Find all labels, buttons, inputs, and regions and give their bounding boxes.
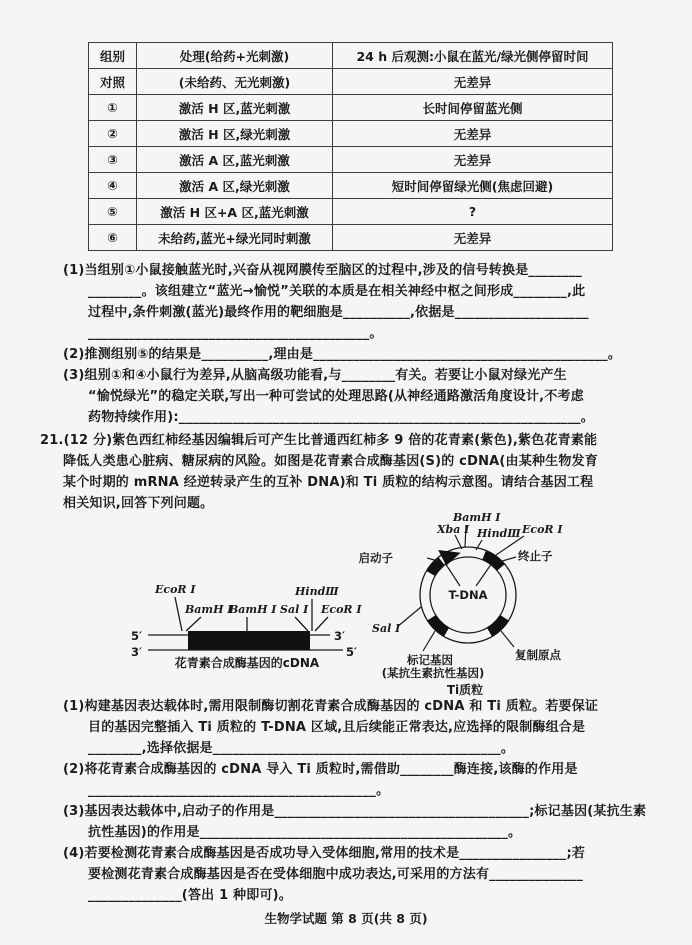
plasmid-site-ecor1-label: EcoR I (522, 523, 563, 536)
table-cell: 激活 A 区,蓝光刺激 (137, 147, 333, 173)
marker-gene-note: (某抗生素抗性基因) (381, 666, 485, 680)
header-observation: 24 h 后观测:小鼠在蓝光/绿光侧停留时间 (333, 43, 613, 69)
question-line: (3)组别①和④小鼠行为差异,从脑高级功能看,与________有关。若要让小鼠对绿光产生 (63, 368, 567, 383)
terminator-segment (484, 555, 501, 567)
table-cell: 激活 H 区,蓝光刺激 (137, 95, 333, 121)
promoter-arc (431, 561, 442, 573)
connector (295, 617, 308, 631)
table-cell: ④ (89, 173, 137, 199)
table-cell: ? (333, 199, 613, 225)
header-group: 组别 (89, 43, 137, 69)
terminator-label: 终止子 (518, 549, 553, 563)
question-line: 降低人类患心脏病、糖尿病的风险。如图是花青素合成酶基因(S)的 cDNA(由某种生物发育 (63, 454, 598, 469)
question-line: 21.(12 分)紫色西红柿经基因编辑后可产生比普通西红柿多 9 倍的花青素(紫色),紫色花青素能 (40, 433, 598, 448)
gene-engineering-figure (125, 500, 655, 698)
origin-label: 复制原点 (515, 648, 561, 662)
table-cell: ① (89, 95, 137, 121)
table-row (89, 121, 613, 147)
header-treatment: 处理(给药+光刺激) (137, 43, 333, 69)
question-line: (1)构建基因表达载体时,需用限制酶切割花青素合成酶基因的 cDNA 和 Ti 质粒。若要保证 (63, 699, 599, 714)
question-line: __________________________________________。 (88, 326, 383, 341)
plasmid-site-bamh1-label: BamH I (453, 511, 501, 524)
table-row (89, 173, 613, 199)
connector (186, 617, 201, 631)
table-cell: 激活 A 区,绿光刺激 (137, 173, 333, 199)
table-cell: 激活 H 区,绿光刺激 (137, 121, 333, 147)
question-line: (2)将花青素合成酶基因的 cDNA 导入 Ti 质粒时,需借助________酶连接,该酶的作用是 (63, 762, 578, 777)
cdna-site-bamh1-a-label: BamH I (185, 603, 233, 616)
table-cell: ③ (89, 147, 137, 173)
table-header-row (89, 43, 613, 69)
question-line: 要检测花青素合成酶基因是否在受体细胞中成功表达,可采用的方法有______________ (88, 867, 583, 882)
marker-gene-label: 标记基因 (407, 653, 453, 667)
table-cell: 激活 H 区+A 区,蓝光刺激 (137, 199, 333, 225)
table-cell: (未给药、无光刺激) (137, 69, 333, 95)
table-cell: 无差异 (333, 121, 613, 147)
page-footer: 生物学试题 第 8 页(共 8 页) (264, 911, 428, 926)
table-cell: 无差异 (333, 225, 613, 251)
question-line: 抗性基因)的作用是______________________________________________。 (88, 825, 522, 840)
table-cell: 无差异 (333, 69, 613, 95)
question-line: 相关知识,回答下列问题。 (63, 496, 214, 511)
question-line: 目的基因完整插入 Ti 质粒的 T-DNA 区域,且后续能正常表达,应选择的限制酶组合是 (88, 720, 586, 735)
connector (315, 617, 328, 631)
question-line: ______________(答出 1 种即可)。 (88, 888, 292, 903)
question-20-subquestions (40, 260, 680, 428)
plasmid-site-xba1-label: Xba I (437, 523, 470, 536)
question-line: ________。该组建立“蓝光→愉悦”关联的本质是在相关神经中枢之间形成________,此 (88, 284, 586, 299)
question-line: 某个时期的 mRNA 经逆转录产生的互补 DNA)和 Ti 质粒的结构示意图。请结合基因工程 (63, 475, 594, 490)
cdna-site-hind3-label: HindⅢ (295, 585, 339, 598)
cdna-site-sal1-label: Sal I (280, 603, 309, 616)
table-cell: 无差异 (333, 147, 613, 173)
table-cell: ⑤ (89, 199, 137, 225)
question-21-parts (40, 696, 680, 906)
cdna-site-ecor1-left-label: EcoR I (155, 583, 196, 596)
cdna-end-5-left: 5′ (131, 629, 143, 643)
observation-table (88, 42, 613, 251)
promoter-label: 启动子 (358, 551, 393, 565)
table-row (89, 225, 613, 251)
cdna-site-ecor1-right-label: EcoR I (321, 603, 362, 616)
connector (175, 597, 182, 631)
question-line: (4)若要检测花青素合成酶基因是否成功导入受体细胞,常用的技术是________________;若 (63, 846, 586, 861)
cdna-site-bamh1-b-label: BamH I (229, 603, 277, 616)
tdna-center-label: T-DNA (448, 588, 488, 602)
question-line: “愉悦绿光”的稳定关联,写出一种可尝试的处理思路(从神经通路激活角度设计,不考虑 (88, 389, 584, 404)
cdna-caption: 花青素合成酶基因的cDNA (174, 656, 320, 670)
table-cell: ⑥ (89, 225, 137, 251)
question-line: ___________________________________________。 (88, 783, 390, 798)
cdna-end-3-right: 3′ (334, 629, 346, 643)
table-cell: 短时间停留绿光侧(焦虑回避) (333, 173, 613, 199)
table-cell: 对照 (89, 69, 137, 95)
table-row (89, 95, 613, 121)
table-cell: ② (89, 121, 137, 147)
table-row (89, 199, 613, 225)
question-line: 过程中,条件刺激(蓝光)最终作用的靶细胞是__________,依据是____________________ (88, 305, 589, 320)
plasmid-site-hind3-label: HindⅢ (477, 527, 521, 540)
cdna-end-5-right: 5′ (346, 645, 358, 659)
figure-svg (125, 500, 655, 698)
plasmid-caption: Ti质粒 (446, 683, 484, 697)
table-row (89, 69, 613, 95)
table-cell: 长时间停留蓝光侧 (333, 95, 613, 121)
plasmid-site-sal1-label: Sal I (372, 622, 401, 635)
origin-segment (490, 618, 505, 632)
cdna-gene-bar (188, 631, 310, 650)
question-line: (1)当组别①小鼠接触蓝光时,兴奋从视网膜传至脑区的过程中,涉及的信号转换是________ (63, 263, 583, 278)
table-row (89, 147, 613, 173)
table-cell: 未给药,蓝光+绿光同时刺激 (137, 225, 333, 251)
marker-gene-segment (432, 618, 447, 632)
question-line: 药物持续作用):____________________________________________________________。 (88, 410, 594, 425)
question-line: (3)基因表达载体中,启动子的作用是______________________________________;标记基因(某抗生素 (63, 804, 647, 819)
question-line: (2)推测组别⑤的结果是__________,理由是____________________________________________。 (63, 347, 622, 362)
cdna-end-3-left: 3′ (131, 645, 143, 659)
question-line: ________,选择依据是___________________________________________。 (88, 741, 515, 756)
